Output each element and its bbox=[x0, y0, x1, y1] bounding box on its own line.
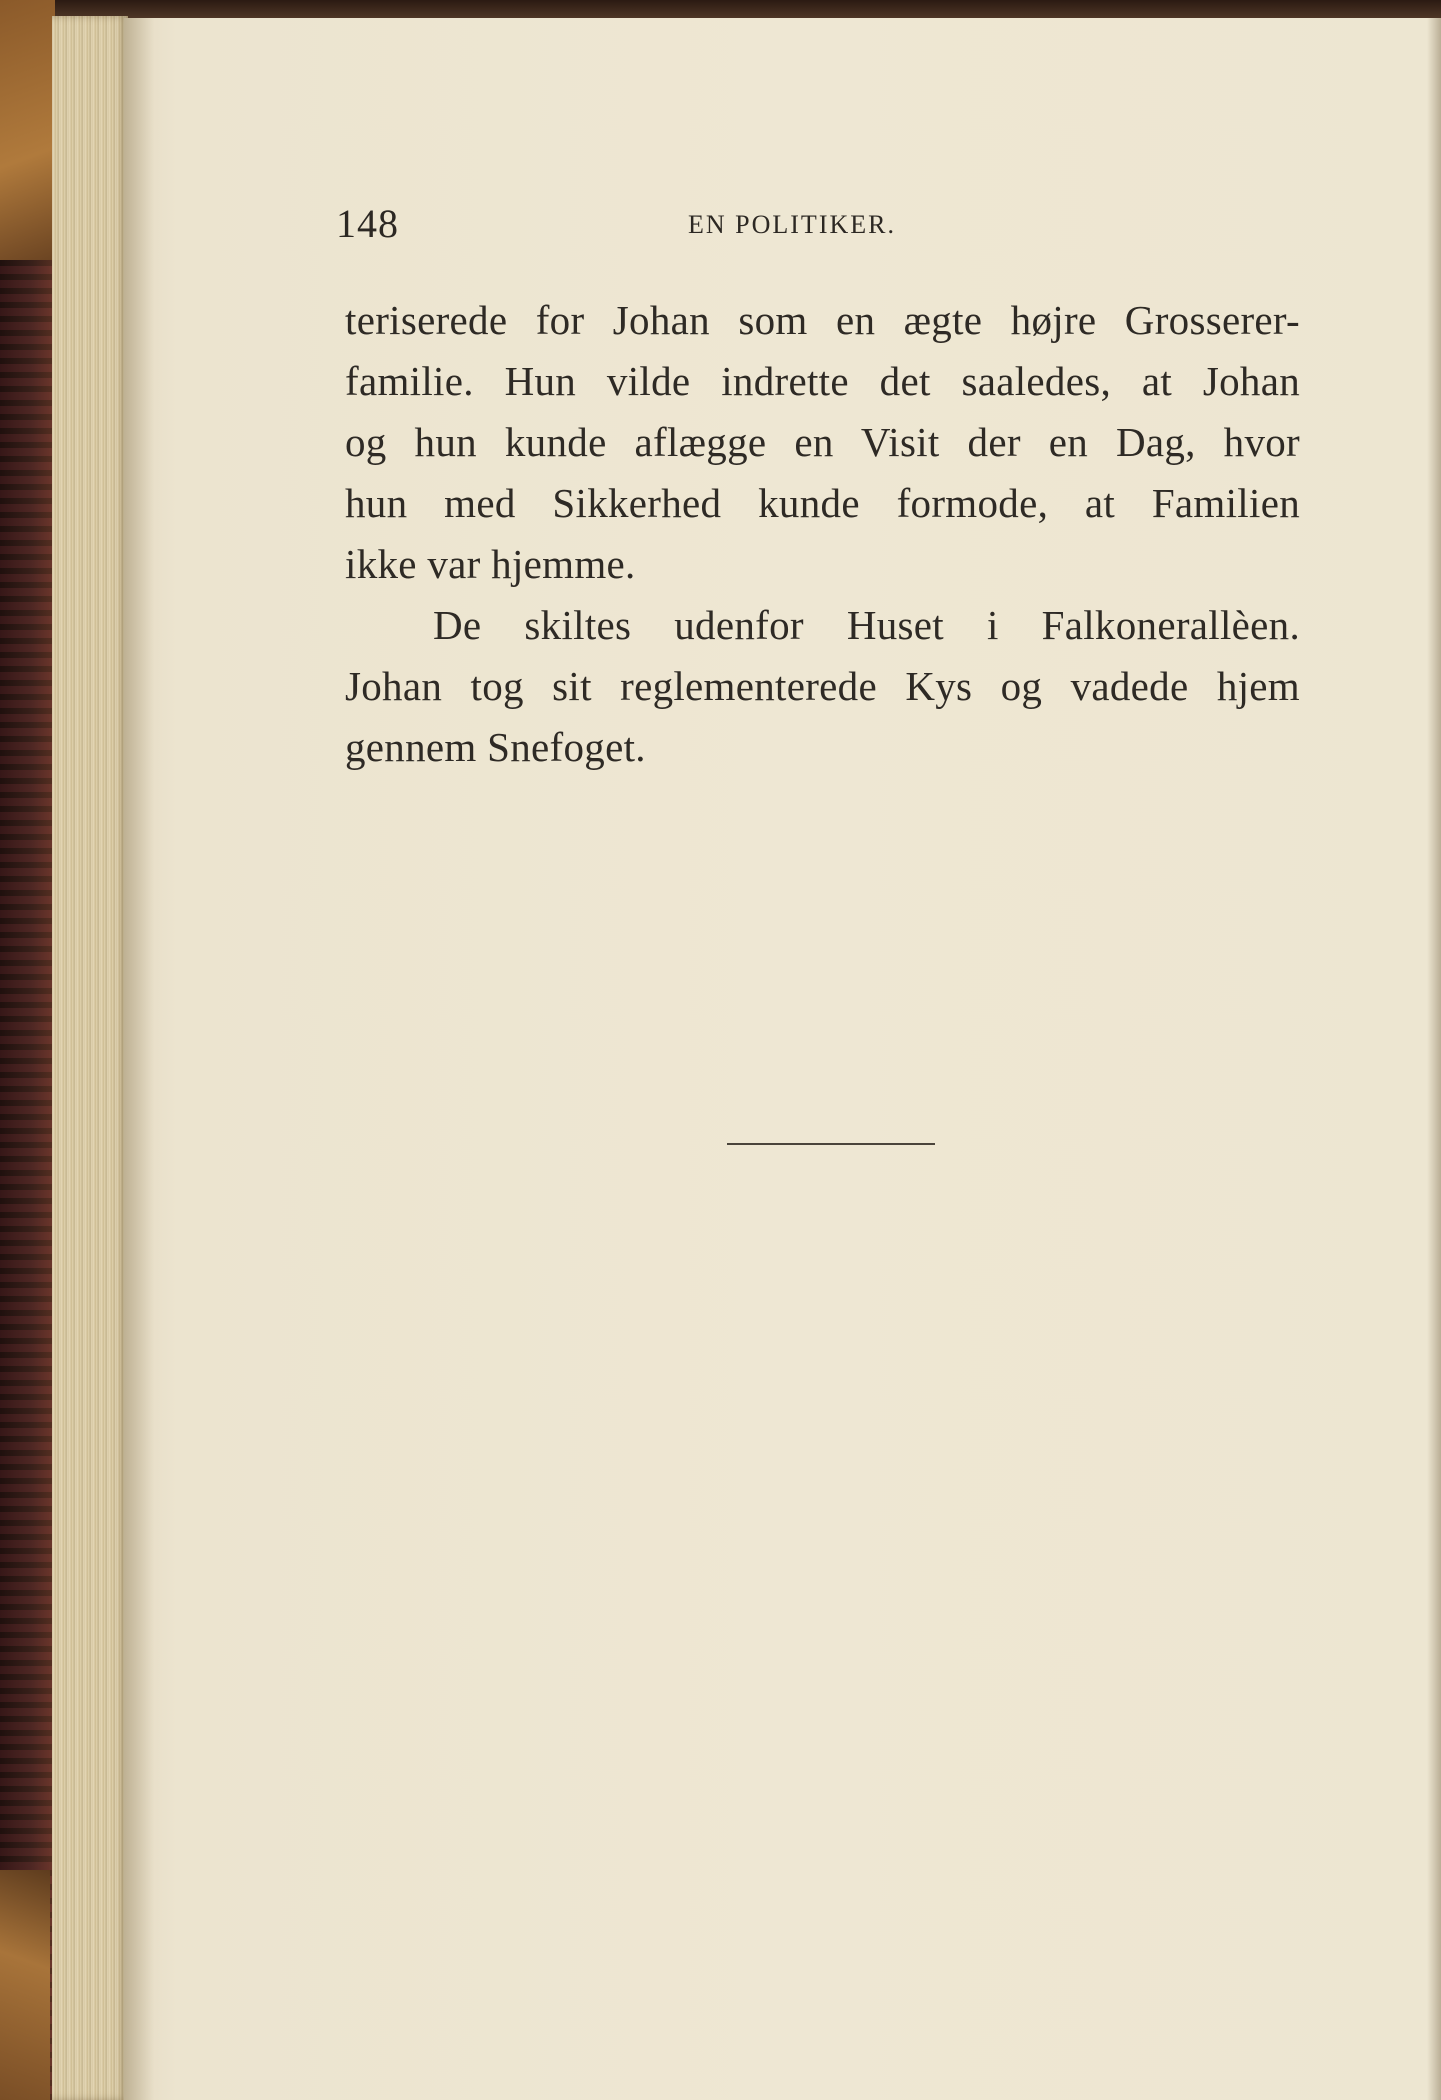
page-edges bbox=[52, 16, 128, 2100]
text-line: teriserede for Johan som en ægte højre Grosserer- bbox=[345, 297, 1300, 343]
cover-corner-top bbox=[0, 0, 55, 260]
page-number: 148 bbox=[336, 201, 399, 246]
text-line: og hun kunde aflægge en Visit der en Dag, hvor bbox=[345, 419, 1300, 465]
running-head: EN POLITIKER. bbox=[688, 210, 896, 239]
text-line: hun med Sikkerhed kunde formode, at Familien bbox=[345, 480, 1300, 526]
text-line: gennem Snefoget. bbox=[345, 724, 646, 770]
cover-corner-bottom bbox=[0, 1870, 50, 2100]
cover-top-edge bbox=[0, 0, 1441, 18]
gutter-shadow bbox=[124, 18, 154, 2100]
text-line: Johan tog sit reglementerede Kys og vadede hjem bbox=[345, 663, 1300, 709]
text-line: De skiltes udenfor Huset i Falkonerallèen. bbox=[433, 602, 1300, 648]
body-text bbox=[345, 290, 1300, 778]
text-line: ikke var hjemme. bbox=[345, 541, 636, 587]
end-rule bbox=[727, 1143, 935, 1145]
page-right-edge bbox=[1427, 18, 1441, 2100]
text-line: familie. Hun vilde indrette det saaledes, at Johan bbox=[345, 358, 1300, 404]
